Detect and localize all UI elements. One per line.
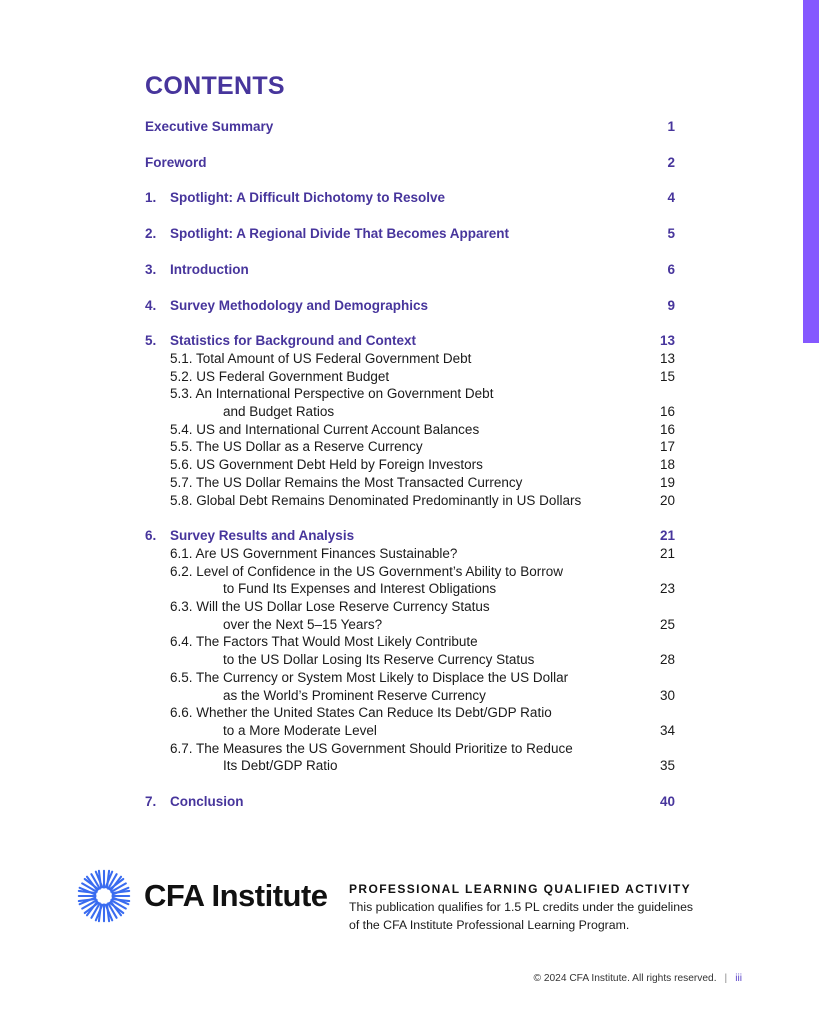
pl-line: This publication qualifies for 1.5 PL credits under the guidelines <box>349 900 694 914</box>
toc-subentry[interactable] <box>145 474 675 492</box>
toc-subentry[interactable] <box>145 598 675 633</box>
toc-entry[interactable] <box>145 332 675 350</box>
toc-subentry-title <box>145 563 563 598</box>
toc-subentry-line: 6.5. The Currency or System Most Likely to Displace the US Dollar <box>170 669 569 685</box>
toc-subentry-page: 34 <box>659 722 675 738</box>
toc-entry-number: 5. <box>145 333 157 349</box>
pl-heading: PROFESSIONAL LEARNING QUALIFIED ACTIVITY <box>349 882 692 896</box>
toc-subentry[interactable] <box>145 456 675 474</box>
starburst-stroke <box>79 899 96 901</box>
toc-entry-page: 13 <box>659 333 675 349</box>
toc-subentry-line: and Budget Ratios <box>223 404 335 420</box>
toc-subentry-title <box>145 704 552 739</box>
toc-entry-label <box>145 154 207 172</box>
toc-subentry-title <box>145 385 493 420</box>
toc-subentry-page: 13 <box>659 350 675 366</box>
toc-subentry[interactable] <box>145 563 675 598</box>
professional-learning-notice <box>349 882 739 934</box>
toc-subentry-page: 17 <box>659 439 675 455</box>
toc-subentry-page: 25 <box>659 616 675 632</box>
toc-subentry-title <box>145 598 490 633</box>
toc-entry-page: 1 <box>667 119 675 134</box>
toc-subentry-title <box>145 438 423 456</box>
toc-subentry-page: 19 <box>659 474 675 490</box>
toc-subentry-line: 5.6. US Government Debt Held by Foreign Investors <box>170 457 483 473</box>
toc-entry-title: Foreword <box>145 154 207 170</box>
toc-subentry-line: 5.2. US Federal Government Budget <box>170 368 390 384</box>
table-of-contents <box>145 118 675 811</box>
toc-subentry-title <box>145 545 457 563</box>
page-footer <box>534 973 743 984</box>
accent-bar <box>803 0 819 343</box>
toc-subentry[interactable] <box>145 421 675 439</box>
toc-entry-page: 5 <box>667 226 675 242</box>
toc-subentry-line: 5.5. The US Dollar as a Reserve Currency <box>170 439 423 455</box>
toc-subentry-title <box>145 740 573 775</box>
toc-entry-label <box>145 261 249 279</box>
toc-subentry-line: to a More Moderate Level <box>223 722 377 738</box>
toc-subentry-page: 28 <box>659 652 675 668</box>
toc-entry-label <box>145 225 509 243</box>
toc-entry-page: 21 <box>659 528 675 544</box>
logo-text: CFA Institute <box>144 878 328 913</box>
toc-entry-number: 7. <box>145 794 157 810</box>
toc-subentry[interactable] <box>145 545 675 563</box>
toc-entry-number: 6. <box>145 528 157 544</box>
pl-line: of the CFA Institute Professional Learning Program. <box>349 917 630 932</box>
toc-entry-title: Executive Summary <box>145 119 274 134</box>
toc-subentry-title <box>145 456 483 474</box>
toc-entry-number: 1. <box>145 190 157 206</box>
toc-entry-label <box>145 793 244 811</box>
toc-entry-page: 4 <box>667 190 675 206</box>
toc-entry-label <box>145 189 445 207</box>
toc-subentry-title <box>145 368 389 386</box>
toc-subentry[interactable] <box>145 704 675 739</box>
toc-entry-title: Survey Methodology and Demographics <box>170 297 429 313</box>
toc-subentry-line: 6.6. Whether the United States Can Reduce Its Debt/GDP Ratio <box>170 705 552 721</box>
toc-entry-label <box>145 527 354 545</box>
toc-subentry[interactable] <box>145 368 675 386</box>
toc-entry-label <box>145 297 428 315</box>
toc-subentry-page: 18 <box>659 457 675 473</box>
cfa-starburst-icon <box>76 868 132 924</box>
toc-entry[interactable] <box>145 793 675 811</box>
starburst-stroke <box>112 891 129 893</box>
toc-entry[interactable] <box>145 154 675 172</box>
toc-entry-page: 6 <box>667 261 675 277</box>
toc-subentry-page: 16 <box>659 404 675 420</box>
toc-entry-title: Conclusion <box>170 794 244 810</box>
toc-subentry-line: 6.7. The Measures the US Government Should Prioritize to Reduce <box>170 740 573 756</box>
cfa-logo <box>76 868 328 924</box>
toc-subentry-page: 35 <box>659 758 675 774</box>
toc-subentry-page: 20 <box>659 492 675 508</box>
toc-subentry-line: Its Debt/GDP Ratio <box>223 758 338 774</box>
toc-subentry[interactable] <box>145 350 675 368</box>
toc-entry-page: 40 <box>659 794 675 810</box>
toc-entry-page: 9 <box>667 297 675 313</box>
toc-entry[interactable] <box>145 189 675 207</box>
copyright: © 2024 CFA Institute. All rights reserved. <box>533 973 717 984</box>
toc-entry[interactable] <box>145 527 675 545</box>
toc-subentry-page: 23 <box>659 581 675 597</box>
toc-subentry-line: over the Next 5–15 Years? <box>223 616 383 632</box>
toc-subentry-page: 16 <box>659 421 675 437</box>
toc-subentry-line: 6.2. Level of Confidence in the US Government’s Ability to Borrow <box>170 563 563 579</box>
toc-entry[interactable] <box>145 261 675 279</box>
toc-subentry-line: 5.3. An International Perspective on Government Debt <box>170 386 494 402</box>
toc-entry-title: Spotlight: A Difficult Dichotomy to Resolve <box>170 190 445 206</box>
toc-entry[interactable] <box>145 297 675 315</box>
toc-entry-label <box>145 118 273 136</box>
toc-subentry-page: 30 <box>659 687 675 703</box>
toc-entry[interactable] <box>145 118 675 136</box>
toc-entry-title: Introduction <box>170 261 249 277</box>
toc-subentry-page: 15 <box>659 368 675 384</box>
toc-entry-title: Survey Results and Analysis <box>170 528 355 544</box>
toc-entry-number: 3. <box>145 261 157 277</box>
footer-separator: | <box>724 973 728 984</box>
toc-subentry-line: 6.4. The Factors That Would Most Likely Contribute <box>170 634 478 650</box>
toc-subentry-line: 6.3. Will the US Dollar Lose Reserve Currency Status <box>170 599 490 615</box>
toc-subentry[interactable] <box>145 633 675 668</box>
toc-subentry-title <box>145 633 534 668</box>
toc-subentry[interactable] <box>145 385 675 420</box>
starburst-stroke <box>107 904 109 921</box>
toc-entry-number: 2. <box>145 226 157 242</box>
toc-entry-title: Statistics for Background and Context <box>170 333 417 349</box>
toc-subentry-title <box>145 669 568 704</box>
toc-subentry-line: 5.1. Total Amount of US Federal Government Debt <box>170 350 472 366</box>
toc-subentry[interactable] <box>145 492 675 510</box>
toc-entry[interactable] <box>145 225 675 243</box>
toc-subentry-title <box>145 492 581 510</box>
toc-subentry-line: 5.7. The US Dollar Remains the Most Transacted Currency <box>170 474 523 490</box>
toc-subentry-line: 5.8. Global Debt Remains Denominated Predominantly in US Dollars <box>170 492 582 508</box>
toc-entry-label <box>145 332 416 350</box>
toc-subentry-title <box>145 474 522 492</box>
toc-subentry[interactable] <box>145 740 675 775</box>
toc-subentry-line: 6.1. Are US Government Finances Sustainable? <box>170 545 458 561</box>
toc-entry-number: 4. <box>145 297 157 313</box>
page-number: iii <box>735 973 742 984</box>
page-title: CONTENTS <box>145 72 285 100</box>
toc-entry-page: 2 <box>667 154 675 170</box>
toc-entry-title: Spotlight: A Regional Divide That Becomes Apparent <box>170 226 510 242</box>
toc-subentry-line: as the World’s Prominent Reserve Currency <box>223 687 486 703</box>
pl-body <box>349 899 739 934</box>
toc-subentry-page: 21 <box>659 545 675 561</box>
toc-subentry[interactable] <box>145 669 675 704</box>
toc-subentry-line: to the US Dollar Losing Its Reserve Currency Status <box>223 652 535 668</box>
toc-subentry-title <box>145 421 479 439</box>
toc-subentry-line: to Fund Its Expenses and Interest Obligations <box>223 581 497 597</box>
toc-subentry-title <box>145 350 471 368</box>
toc-subentry-line: 5.4. US and International Current Account Balances <box>170 421 480 437</box>
toc-subentry[interactable] <box>145 438 675 456</box>
